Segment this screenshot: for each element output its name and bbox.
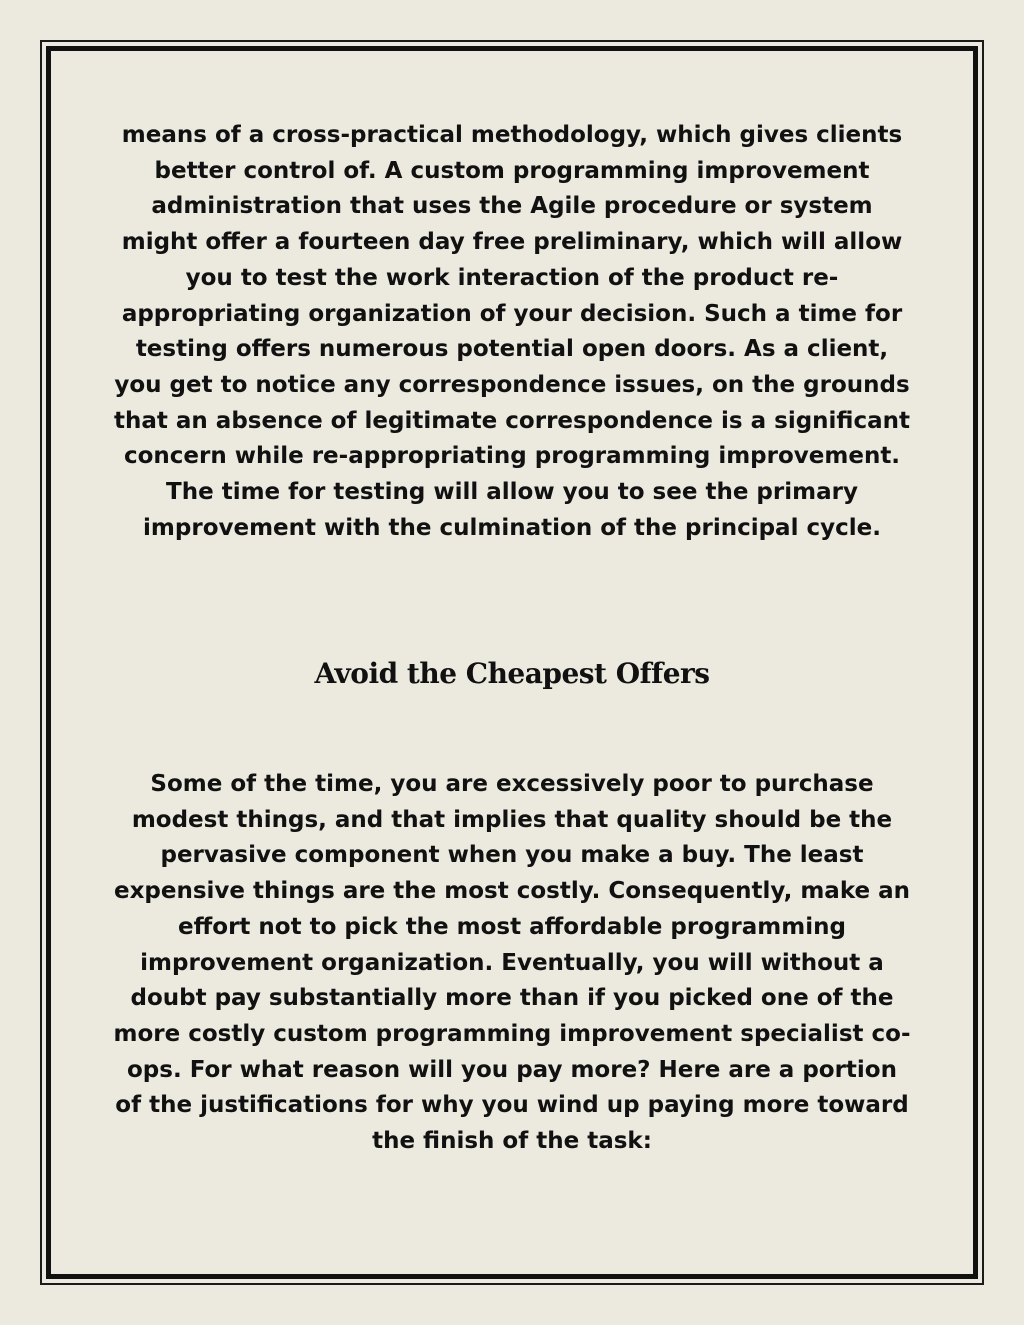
body-paragraph-1: means of a cross-practical methodology, which gives clients better control of. A custom programming improvement administration that uses the Agile procedure or system might offer a fourteen day free preliminary, which will allow you to test the work interaction of the product re-appropriating organization of your decision. Such a time for testing offers numerous potential open doors. As a client, you get to notice any correspondence issues, on the grounds that an absence of legitimate correspondence is a significant concern while re-appropriating programming improvement. The time for testing will allow you to see the primary improvement with the culmination of the principal cycle. — [114, 122, 910, 541]
section-heading: Avoid the Cheapest Offers — [314, 657, 710, 690]
body-paragraph-2: Some of the time, you are excessively poor to purchase modest things, and that implies that quality should be the pervasive component when you make a buy. The least expensive things are the most costly. Consequently, make an effort not to pick the most affordable programming improvement organization. Eventually, you will without a doubt pay substantially more than if you picked one of the more costly custom programming improvement specialist co-ops. For what reason will you pay more? Here are a portion of the justifications for why you wind up paying more toward the finish of the task: — [113, 771, 911, 1155]
